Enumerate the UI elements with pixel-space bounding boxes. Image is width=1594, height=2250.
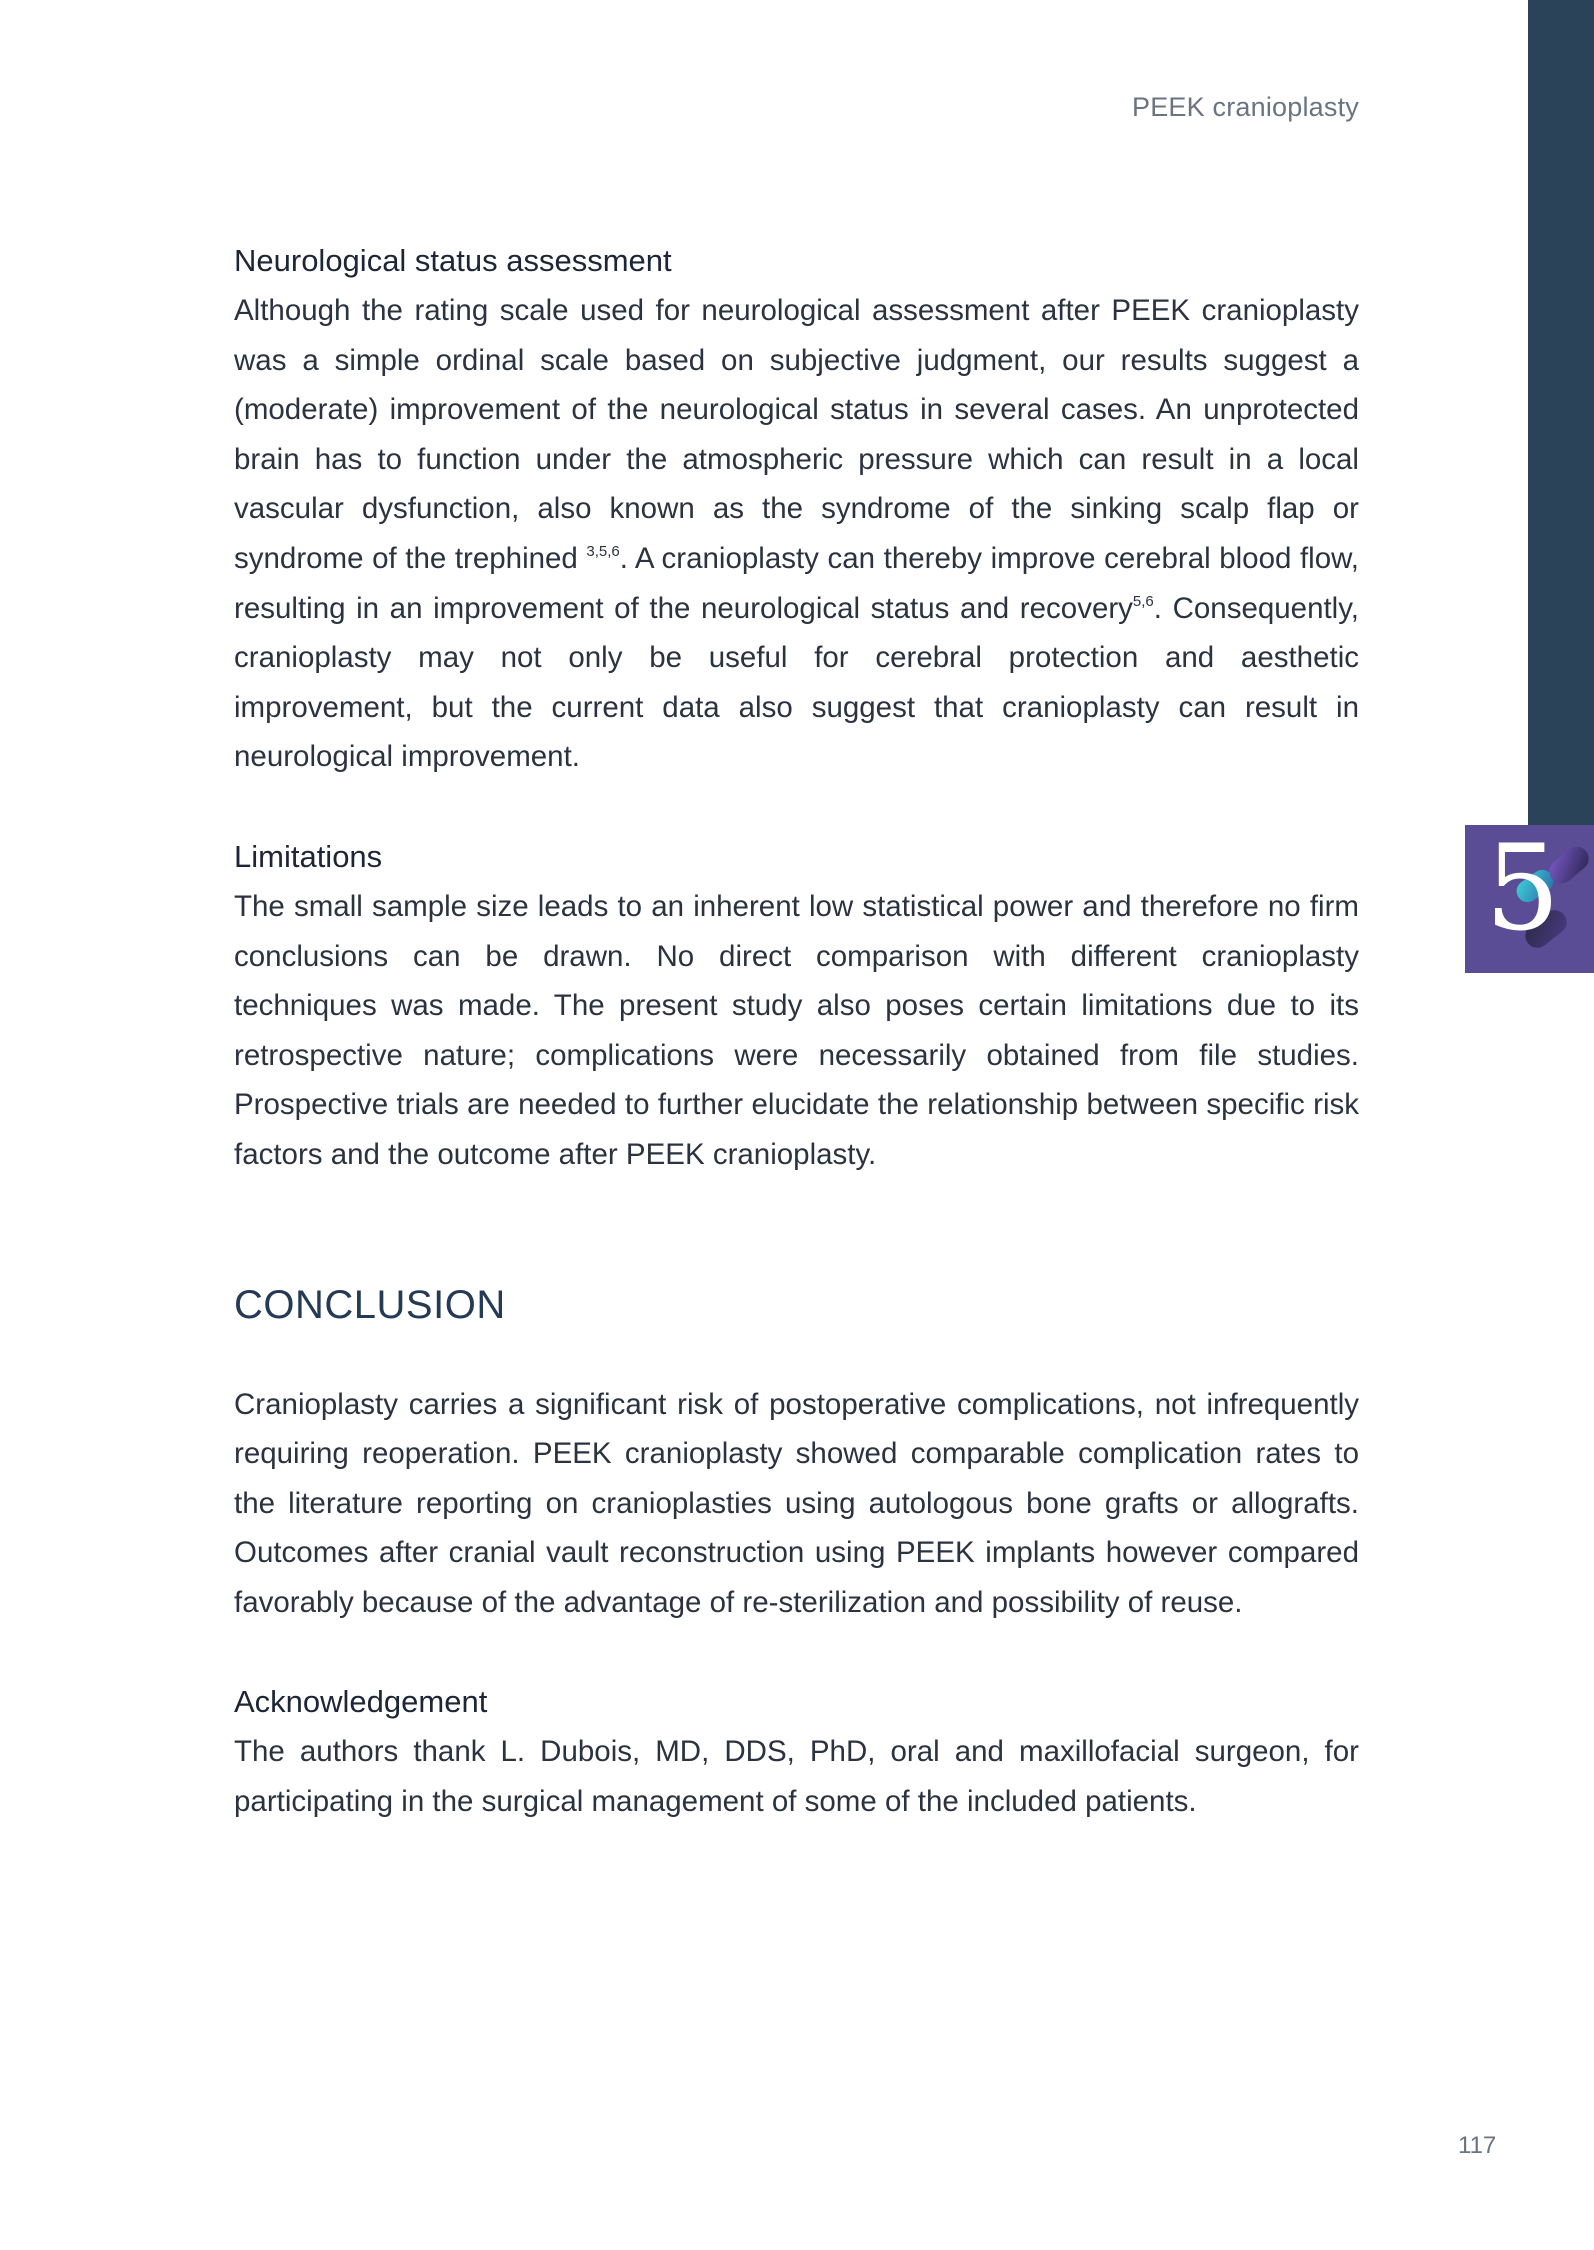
paragraph-limitations: The small sample size leads to an inherent low statistical power and therefore no firm conclusions can be drawn. No direct comparison with different cranioplasty techniques was made. The present study also poses certain limitations due to its retrospective nature; complications were necessarily obtained from file studies. Prospective trials are needed to further elucidate the relationship between specific risk factors and the outcome after PEEK cranioplasty. [234, 889, 1359, 1171]
main-content [234, 236, 1359, 1827]
running-header: PEEK cranioplasty [1131, 92, 1359, 122]
paragraph-neurological: Although the rating scale used for neurological assessment after PEEK cranioplasty was a simple ordinal scale based on subjective judgment, our results suggest a (moderate) improvement of the neurological status in several cases. An unprotected brain has to function under the atmospheric pressure which can result in a local vascular dysfunction, also known as the syndrome of the sinking scalp flap or syndrome of the trephined $^{3,5,6}$. A cranioplasty can thereby improve cerebral blood flow, resulting in an improvement of the neurological status and recovery$^{5,6}$. Consequently, cranioplasty may not only be useful for cerebral protection and aesthetic improvement, but the current data also suggest that cranioplasty can result in neurological improvement. [234, 294, 1359, 774]
citation-ref: 3,5,6 [586, 542, 620, 560]
side-color-band [1528, 0, 1594, 825]
section-heading-neurological: Neurological status assessment [234, 243, 672, 278]
page-number: 117 [1458, 2132, 1497, 2159]
chapter-tab [1465, 825, 1594, 973]
paragraph-acknowledgement: The authors thank L. Dubois, MD, DDS, PhD, oral and maxillofacial surgeon, for participating in the surgical management of some of the included patients. [234, 1735, 1359, 1819]
section-heading-acknowledgement: Acknowledgement [234, 1684, 488, 1720]
citation-ref: 5,6 [1132, 592, 1154, 610]
paragraph-conclusion: Cranioplasty carries a significant risk of postoperative complications, not infrequently requiring reoperation. PEEK cranioplasty showed comparable complication rates to the literature reporting on cranioplasties using autologous bone grafts or allografts. Outcomes after cranial vault reconstruction using PEEK implants however compared favorably because of the advantage of re-sterilization and possibility of reuse. [234, 1387, 1359, 1619]
chapter-number: 5 [1485, 825, 1561, 957]
section-title-conclusion: CONCLUSION [234, 1282, 506, 1327]
section-heading-limitations: Limitations [234, 838, 383, 874]
